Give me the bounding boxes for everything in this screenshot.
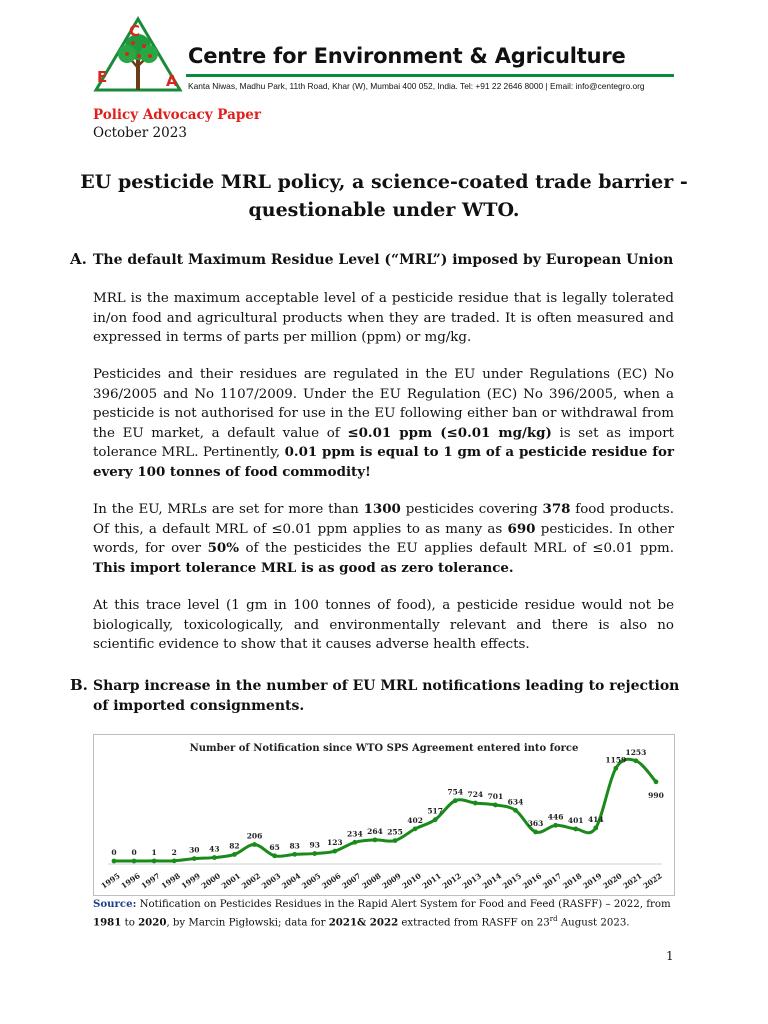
chart-data-label: 93 bbox=[309, 840, 320, 850]
chart-data-label: 414 bbox=[587, 814, 604, 824]
chart-x-tick-label: 2012 bbox=[440, 871, 463, 891]
chart-data-label: 990 bbox=[648, 790, 664, 800]
text-run: Notification on Pesticides Residues in the Rapid Alert System for Food and Feed (RASFF) – 2022, from bbox=[136, 899, 671, 910]
logo-letter-a: A bbox=[166, 72, 178, 90]
chart-x-tick-label: 2019 bbox=[581, 871, 604, 891]
chart-point bbox=[493, 803, 498, 808]
chart-x-tick-label: 2010 bbox=[400, 871, 423, 891]
organization-address: Kanta Niwas, Madhu Park, 11th Road, Khar (W), Mumbai 400 052, India. Tel: +91 22 2646 8000 | Email: info@centegro.org bbox=[188, 81, 645, 91]
text-run-superscript: rd bbox=[549, 915, 558, 923]
chart-x-tick-label: 2020 bbox=[601, 871, 624, 891]
chart-x-tick-label: 2004 bbox=[280, 871, 303, 891]
chart-data-label: 754 bbox=[447, 787, 464, 797]
text-run: In the EU, MRLs are set for more than bbox=[93, 502, 364, 517]
chart-point bbox=[654, 779, 659, 784]
logo-letter-c: C bbox=[129, 22, 141, 40]
title-line-2: questionable under WTO. bbox=[248, 199, 520, 221]
chart-point bbox=[553, 823, 558, 828]
chart-point bbox=[613, 766, 618, 771]
text-run-bold: 690 bbox=[507, 520, 536, 537]
section-b-heading: Sharp increase in the number of EU MRL notifications leading to rejection of imported consignments. bbox=[93, 678, 680, 714]
text-run: is set as import tolerance MRL. Pertinently, bbox=[93, 425, 674, 460]
text-run-bold: 0.01 ppm is equal to 1 gm of a pesticide residue for every 100 tonnes of food commodity! bbox=[93, 444, 674, 480]
chart-x-tick-label: 1998 bbox=[159, 871, 182, 891]
chart-point bbox=[192, 856, 197, 861]
chart-x-tick-label: 2018 bbox=[561, 871, 584, 891]
chart-data-label: 401 bbox=[567, 815, 584, 825]
text-run: pesticides covering bbox=[400, 502, 543, 517]
chart-data-label: 0 bbox=[131, 848, 137, 857]
chart-x-tick-label: 2013 bbox=[460, 871, 484, 891]
chart-data-label: 363 bbox=[527, 818, 544, 828]
chart-x-tick-label: 2008 bbox=[360, 871, 383, 891]
chart-point bbox=[352, 840, 357, 845]
chart-point bbox=[172, 858, 177, 863]
text-run: , by Marcin Pigłowski; data for bbox=[166, 917, 329, 929]
paragraph-trace-level: At this trace level (1 gm in 100 tonnes of food), a pesticide residue would not be biologically, toxicologically, and environmentally relevant and there is also no scientific evidence to show that it causes adverse health effects. bbox=[93, 598, 674, 652]
text-run: extracted from RASFF on 23 bbox=[398, 917, 550, 929]
chart-data-label: 1253 bbox=[625, 747, 647, 757]
text-run-bold: 378 bbox=[542, 501, 571, 517]
chart-point bbox=[252, 842, 257, 847]
chart-x-tick-label: 2021 bbox=[621, 871, 644, 891]
organization-logo bbox=[92, 16, 184, 94]
section-a-heading: The default Maximum Residue Level (“MRL”) imposed by European Union bbox=[93, 252, 674, 268]
chart-point bbox=[533, 830, 538, 835]
text-run: of the pesticides the EU applies default MRL of ≤0.01 ppm. bbox=[238, 541, 674, 556]
text-run-bold: 1300 bbox=[363, 501, 401, 517]
chart-data-label: 446 bbox=[547, 812, 564, 822]
chart-point bbox=[393, 838, 398, 843]
source-label: Source: bbox=[93, 898, 137, 910]
chart-point bbox=[332, 849, 337, 854]
chart-x-tick-label: 1997 bbox=[139, 871, 162, 891]
header-divider bbox=[186, 74, 674, 77]
chart-source-note bbox=[93, 897, 683, 930]
chart-data-label: 517 bbox=[427, 806, 444, 816]
text-run-bold: This import tolerance MRL is as good as zero tolerance. bbox=[93, 559, 514, 576]
chart-point bbox=[573, 827, 578, 832]
chart-data-label: 123 bbox=[326, 838, 343, 848]
chart-point bbox=[132, 859, 137, 864]
chart-x-tick-label: 2017 bbox=[541, 871, 564, 891]
text-run-bold: ≤0.01 ppm (≤0.01 mg/kg) bbox=[347, 424, 552, 441]
chart-point bbox=[634, 758, 639, 763]
chart-data-label: 206 bbox=[246, 831, 263, 841]
chart-data-label: 1159 bbox=[605, 755, 627, 765]
chart-x-tick-label: 2006 bbox=[320, 871, 343, 891]
logo-tree-icon bbox=[92, 16, 184, 94]
chart-data-label: 1 bbox=[151, 847, 157, 857]
paper-date: October 2023 bbox=[93, 125, 187, 141]
text-run: food products. Of this, a default MRL of ≤0.01 ppm applies to as many as bbox=[93, 502, 675, 537]
title-line-1: EU pesticide MRL policy, a science-coated trade barrier - bbox=[80, 171, 688, 193]
document-title bbox=[80, 168, 688, 224]
organization-name: Centre for Environment & Agriculture bbox=[188, 44, 626, 68]
chart-data-label: 402 bbox=[407, 815, 423, 825]
section-a-letter: A. bbox=[70, 250, 87, 268]
chart-data-label: 2 bbox=[171, 847, 177, 857]
text-run: Pesticides and their residues are regulated in the EU under Regulations (EC) No 396/2005 and No 1107/2009. Under the EU Regulation (EC) No 396/2005, when a pesticide is not authorised for use in the EU following either ban or withdrawal from the EU market, a default value of bbox=[93, 367, 674, 441]
chart-data-label: 255 bbox=[387, 827, 403, 837]
chart-point bbox=[373, 837, 378, 842]
chart-data-label: 724 bbox=[467, 790, 484, 800]
chart-data-label: 43 bbox=[209, 844, 220, 854]
chart-point bbox=[593, 825, 598, 830]
chart-x-tick-label: 2002 bbox=[239, 871, 263, 891]
chart-data-label: 634 bbox=[507, 797, 524, 807]
text-run-bold: 2021& 2022 bbox=[328, 916, 399, 929]
chart-title: Number of Notification since WTO SPS Agreement entered into force bbox=[189, 743, 579, 754]
chart-point bbox=[312, 851, 317, 856]
chart-point bbox=[152, 859, 157, 864]
chart-x-tick-label: 2003 bbox=[260, 871, 283, 891]
chart-point bbox=[232, 852, 237, 857]
text-run: August 2023. bbox=[557, 917, 630, 929]
chart-point bbox=[212, 855, 217, 860]
chart-x-tick-label: 2000 bbox=[199, 871, 223, 891]
chart-data-label: 30 bbox=[189, 845, 200, 855]
chart-point bbox=[413, 826, 418, 831]
chart-data-label: 264 bbox=[367, 826, 383, 836]
chart-x-tick-label: 2001 bbox=[219, 871, 243, 891]
paragraph-eu-regulation bbox=[93, 365, 674, 482]
chart-data-label: 234 bbox=[347, 829, 363, 839]
page-number: 1 bbox=[666, 949, 674, 963]
paragraph-mrl-definition: MRL is the maximum acceptable level of a pesticide residue that is legally tolerated in/on food and agricultural products when they are traded. It is often measured and expressed in terms of parts per million (ppm) or mg/kg. bbox=[93, 291, 674, 345]
text-run-bold: 2020 bbox=[138, 916, 167, 929]
text-run: pesticides. In other words, for over bbox=[93, 521, 675, 556]
chart-x-tick-label: 1996 bbox=[119, 871, 142, 891]
chart-point bbox=[112, 859, 117, 864]
logo-letter-e: E bbox=[97, 68, 108, 86]
chart-point bbox=[272, 853, 277, 858]
chart-x-tick-label: 2011 bbox=[420, 871, 443, 891]
paper-type: Policy Advocacy Paper bbox=[93, 107, 261, 123]
text-run-bold: 1981 bbox=[93, 916, 122, 929]
chart-data-label: 0 bbox=[111, 848, 117, 857]
chart-x-tick-label: 2022 bbox=[641, 871, 664, 891]
chart-x-tick-label: 2014 bbox=[480, 871, 504, 891]
chart-x-tick-label: 2007 bbox=[340, 871, 363, 891]
chart-point bbox=[513, 808, 518, 813]
chart-data-label: 65 bbox=[269, 842, 280, 852]
chart-point bbox=[433, 817, 438, 822]
chart-x-tick-label: 2009 bbox=[380, 871, 403, 891]
section-b-letter: B. bbox=[70, 676, 88, 694]
chart-x-tick-label: 2016 bbox=[520, 871, 544, 891]
chart-point bbox=[453, 798, 458, 803]
chart-data-label: 83 bbox=[289, 841, 300, 851]
paragraph-mrl-statistics bbox=[93, 500, 674, 578]
chart-data-label: 701 bbox=[487, 791, 504, 801]
chart-point bbox=[473, 801, 478, 806]
chart-x-tick-label: 2015 bbox=[500, 871, 524, 891]
chart-canvas bbox=[94, 735, 674, 895]
chart-point bbox=[292, 852, 297, 857]
notification-chart bbox=[93, 734, 675, 896]
text-run: to bbox=[121, 917, 139, 929]
text-run-bold: 50% bbox=[207, 540, 239, 556]
chart-data-label: 82 bbox=[229, 841, 240, 851]
chart-x-tick-label: 1999 bbox=[179, 871, 202, 891]
chart-x-tick-label: 1995 bbox=[99, 871, 122, 891]
chart-x-tick-label: 2005 bbox=[300, 871, 323, 891]
